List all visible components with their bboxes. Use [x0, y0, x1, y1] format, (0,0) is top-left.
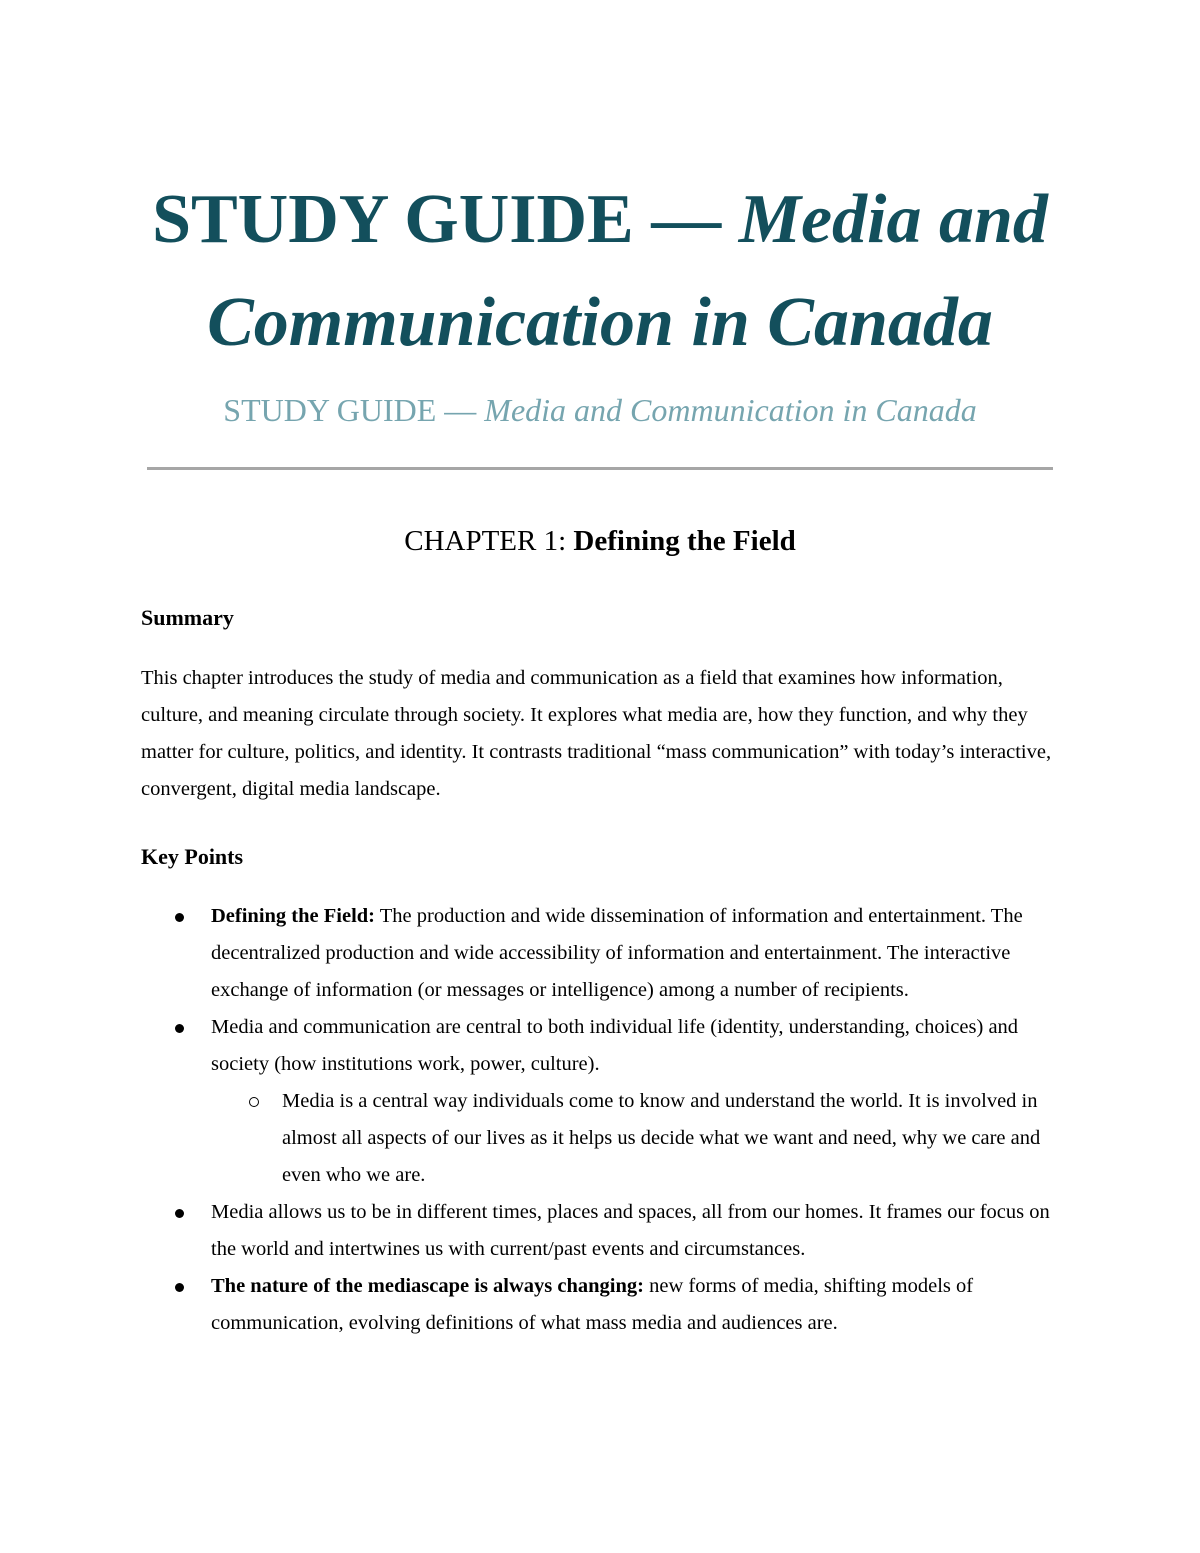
bullet-icon [175, 1283, 184, 1292]
list-item [0, 1009, 1061, 1083]
list-item-text: The production and wide dissemination of information and entertainment. The decentralized production and wide accessibility of information and entertainment. The interactive exchange of information (or messages or intelligence) among a number of recipients. [211, 905, 1023, 1001]
subtitle-italic: Media and Communication in Canada [484, 392, 977, 428]
sub-list-item [0, 1083, 1062, 1194]
list-item-text: Media and communication are central to both individual life (identity, understanding, choices) and society (how institutions work, power, culture). [211, 1016, 1019, 1075]
chapter-label: CHAPTER 1: [404, 525, 567, 557]
list-item-text: Media allows us to be in different times, places and spaces, all from our homes. It frames our focus on the world and intertwines us with current/past events and circumstances. [211, 1201, 1050, 1260]
subtitle-lead: STUDY GUIDE — [223, 392, 485, 428]
key-points-heading: Key Points [141, 844, 244, 869]
chapter-name: Defining the Field [573, 525, 796, 557]
title-lead: STUDY GUIDE — [152, 181, 739, 258]
list-item [0, 1194, 1061, 1268]
list-item [0, 1268, 1061, 1342]
key-points-list [0, 898, 1200, 1342]
list-item-text: Media is a central way individuals come to know and understand the world. It is involved in almost all aspects of our lives as it helps us decide what we want and need, why we care and even who we are. [282, 1090, 1041, 1186]
chapter-heading [100, 521, 1100, 561]
list-item-bold: Defining the Field: [211, 905, 375, 927]
title-italic: Media and Communication in Canada [207, 181, 1048, 361]
list-item-bold: The nature of the mediascape is always changing: [211, 1275, 644, 1297]
bullet-icon [175, 1024, 184, 1033]
horizontal-divider [147, 467, 1053, 470]
summary-heading: Summary [141, 605, 234, 630]
document-title [100, 168, 1100, 374]
bullet-icon [175, 913, 184, 922]
list-item [0, 898, 1061, 1009]
document-subtitle [100, 388, 1100, 432]
hollow-bullet-icon [249, 1097, 259, 1107]
list-item-text: new forms of media, shifting models of communication, evolving definitions of what mass media and audiences are. [211, 1275, 974, 1334]
bullet-icon [175, 1209, 184, 1218]
summary-paragraph: This chapter introduces the study of media and communication as a field that examines how information, culture, and meaning circulate through society. It explores what media are, how they function, and why they matter for culture, politics, and identity. It contrasts traditional “mass communication” with today’s interactive, convergent, digital media landscape. [141, 667, 1052, 800]
